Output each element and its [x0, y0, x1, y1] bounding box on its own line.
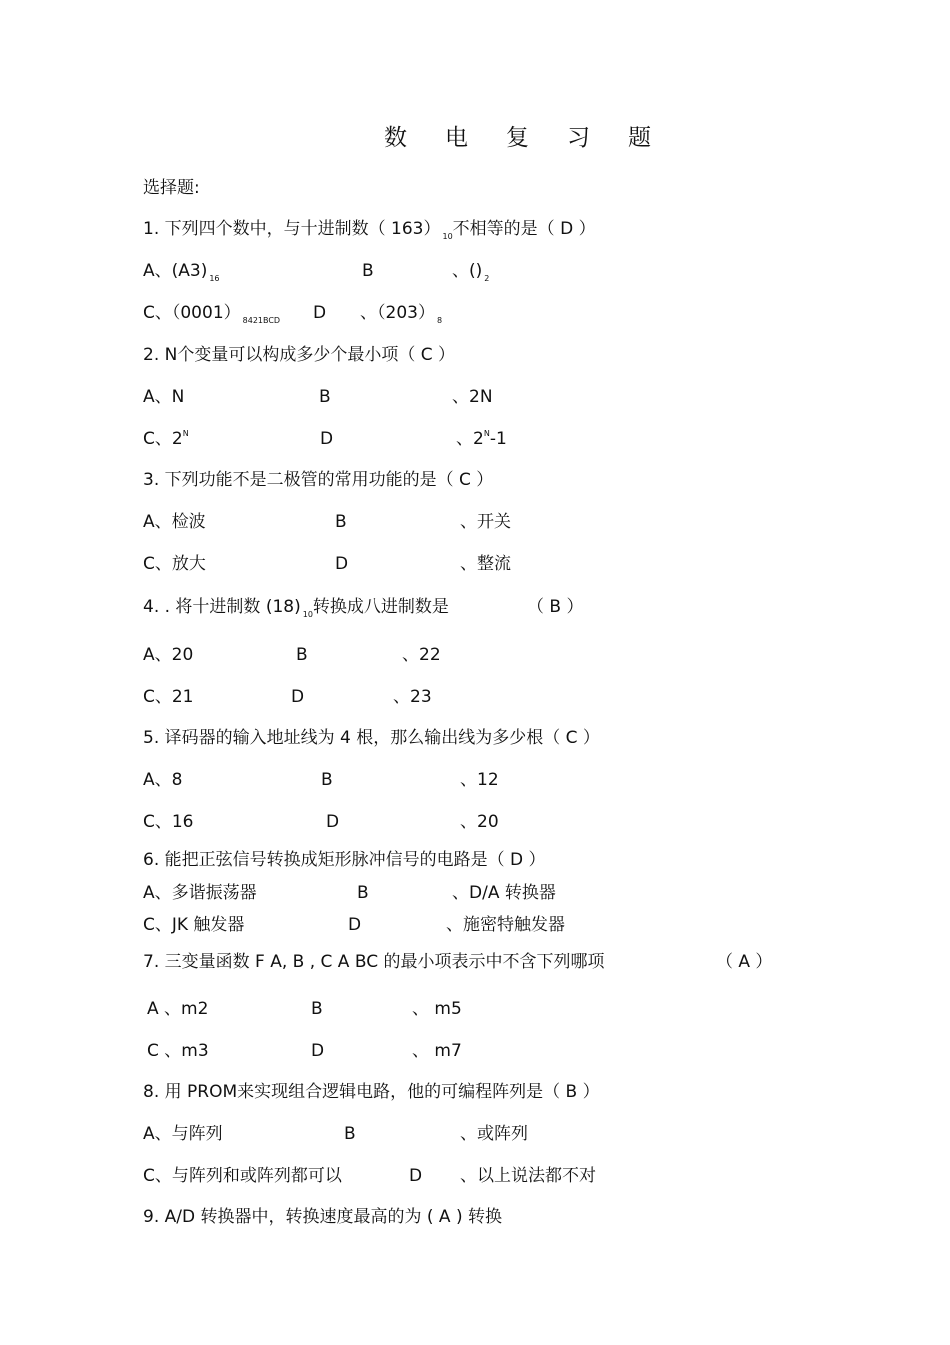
q6-option-d-value: 、施密特触发器 [446, 915, 565, 935]
question-6-stem: 6. 能把正弦信号转换成矩形脉冲信号的电路是（ D ） [143, 850, 546, 870]
q3-option-b-label: B [335, 512, 347, 532]
q8-option-b-label: B [344, 1124, 356, 1144]
q1-option-b-text: 、() [452, 261, 483, 281]
q7-option-d-value: 、 m7 [412, 1041, 462, 1061]
q8-option-a: A、与阵列 [143, 1124, 223, 1144]
q7-option-b-value: 、 m5 [412, 999, 462, 1019]
q8-option-b-value: 、或阵列 [460, 1124, 528, 1144]
q8-option-c: C、与阵列和或阵列都可以 [143, 1166, 342, 1186]
q7-option-a: A 、m2 [147, 999, 209, 1019]
q4-option-b-label: B [296, 645, 308, 665]
q2-option-d-sup: N [483, 429, 490, 438]
question-2-stem: 2. N个变量可以构成多少个最小项（ C ） [143, 345, 456, 365]
q6-option-a: A、多谐振荡器 [143, 883, 257, 903]
q1-option-a-sub: 16 [209, 274, 220, 283]
q1-option-d-sub: 8 [436, 316, 443, 325]
q8-option-d-label: D [409, 1166, 423, 1186]
section-heading: 选择题: [143, 178, 200, 198]
q1-option-c-text: C、（0001） [143, 303, 241, 323]
q1-option-a [143, 261, 220, 284]
question-1-stem [143, 219, 596, 242]
q4-stem-post: 转换成八进制数是 [312, 597, 449, 617]
q1-option-d-value [360, 303, 442, 326]
q1-option-d-text: 、（203） [360, 303, 435, 323]
q7-answer: （ A ） [716, 952, 773, 972]
q4-option-d-label: D [291, 687, 305, 707]
q2-option-c [143, 429, 189, 452]
q3-option-c: C、放大 [143, 554, 206, 574]
q5-option-d-label: D [326, 812, 340, 832]
q4-stem-sub: 10 [302, 610, 313, 619]
q5-option-c: C、16 [143, 812, 194, 832]
q2-option-a: A、N [143, 387, 185, 407]
q3-option-d-label: D [335, 554, 349, 574]
q5-option-a: A、8 [143, 770, 183, 790]
q2-option-d-post: -1 [489, 429, 507, 449]
q3-option-b-value: 、开关 [460, 512, 511, 532]
q1-option-a-text: A、(A3) [143, 261, 208, 281]
q4-option-a: A、20 [143, 645, 194, 665]
q1-option-b-sub: 2 [484, 274, 490, 283]
q6-option-b-value: 、D/A 转换器 [452, 883, 556, 903]
q2-option-c-text: C、2 [143, 429, 183, 449]
q4-option-d-value: 、23 [393, 687, 432, 707]
q1-option-c-sub: 8421BCD [242, 316, 281, 325]
q4-option-c: C、21 [143, 687, 194, 707]
q1-stem-post: 不相等的是（ D ） [452, 219, 596, 239]
q1-stem-pre: 1. 下列四个数中，与十进制数（ 163） [143, 219, 441, 239]
question-3-stem: 3. 下列功能不是二极管的常用功能的是（ C ） [143, 470, 494, 490]
question-4-stem [143, 597, 449, 620]
q7-option-d-label: D [311, 1041, 325, 1061]
question-5-stem: 5. 译码器的输入地址线为 4 根，那么输出线为多少根（ C ） [143, 728, 600, 748]
q7-option-b-label: B [311, 999, 323, 1019]
q6-option-c: C、JK 触发器 [143, 915, 245, 935]
q1-stem-sub: 10 [442, 232, 453, 241]
q5-option-d-value: 、20 [460, 812, 499, 832]
q2-option-d-value [456, 429, 507, 452]
question-8-stem: 8. 用 PROM来实现组合逻辑电路，他的可编程阵列是（ B ） [143, 1082, 600, 1102]
q7-option-c: C 、m3 [147, 1041, 209, 1061]
q1-option-b-value [452, 261, 489, 284]
q8-option-d-value: 、以上说法都不对 [460, 1166, 596, 1186]
q3-option-a: A、检波 [143, 512, 206, 532]
q5-option-b-label: B [321, 770, 333, 790]
q1-option-b-label: B [362, 261, 374, 281]
q4-stem-pre: 4. . 将十进制数 (18) [143, 597, 301, 617]
q2-option-b-label: B [319, 387, 331, 407]
q3-option-d-value: 、整流 [460, 554, 511, 574]
q2-option-d-label: D [320, 429, 334, 449]
q1-option-c [143, 303, 280, 326]
question-7-stem: 7. 三变量函数 F A, B , C A BC 的最小项表示中不含下列哪项 [143, 952, 605, 972]
question-9-stem: 9. A/D 转换器中，转换速度最高的为 ( A ) 转换 [143, 1207, 502, 1227]
q6-option-d-label: D [348, 915, 362, 935]
q2-option-d-pre: 、2 [456, 429, 484, 449]
q4-option-b-value: 、22 [402, 645, 441, 665]
q6-option-b-label: B [357, 883, 369, 903]
q2-option-b-value: 、2N [452, 387, 493, 407]
q1-option-d-label: D [313, 303, 327, 323]
q5-option-b-value: 、12 [460, 770, 499, 790]
page-title: 数电复习题 [384, 125, 689, 151]
q4-answer: （ B ） [527, 597, 584, 617]
q2-option-c-sup: N [182, 429, 189, 438]
